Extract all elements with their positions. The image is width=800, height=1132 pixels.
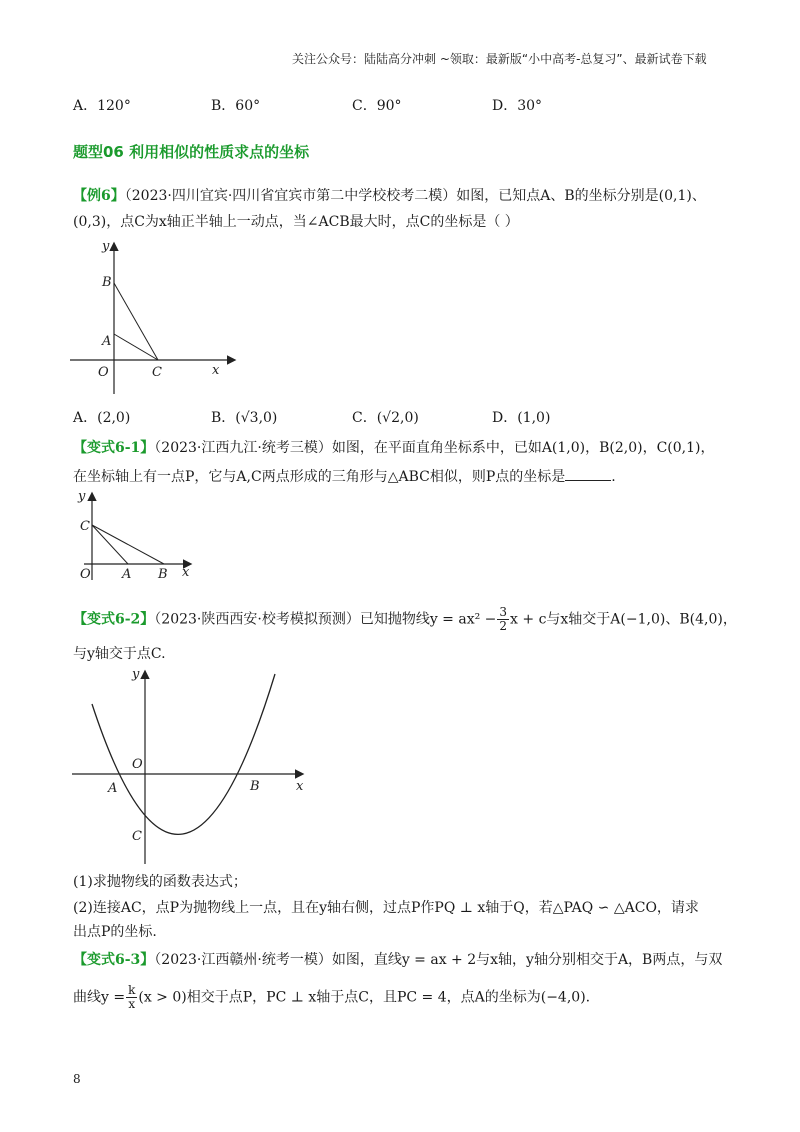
example6-label-x: x (212, 363, 220, 378)
example6-label-y: y (102, 239, 110, 254)
v61-text2: 在坐标轴上有一点P，它与A,C两点形成的三角形与△ABC相似，则P点的坐标是 (73, 469, 566, 485)
v62-fraction (497, 606, 509, 633)
example6-label-a: A (102, 334, 112, 349)
v63-frac-den: x (128, 997, 136, 1011)
example6-line2: (0,3)，点C为x轴正半轴上一动点，当∠ACB最大时，点C的坐标是（ ） (73, 214, 519, 230)
v62-label-y: y (132, 667, 140, 682)
example6-option-b: B．(√3,0) (211, 410, 278, 426)
section-title: 题型06 利用相似的性质求点的坐标 (73, 143, 310, 161)
v61-segment-ca (92, 525, 128, 564)
example6-label-c: C (152, 365, 162, 380)
prev-option-b: B．60° (211, 98, 261, 114)
example6-option-a: A．(2,0) (73, 410, 131, 426)
v61-line2 (73, 466, 616, 487)
v62-question-1: (1)求抛物线的函数表达式； (73, 874, 247, 890)
v62-frac-den: 2 (499, 619, 508, 633)
v62-label-o: O (132, 757, 143, 772)
page-number: 8 (73, 1072, 81, 1086)
v62-figure (70, 664, 320, 870)
page-header: 关注公众号：陆陆高分冲刺 ~领取：最新版“小中高考-总复习”、最新试卷下载 (292, 52, 707, 66)
v61-label-b: B (158, 567, 168, 582)
v61-segment-cb (92, 525, 164, 564)
v61-label-a: A (122, 567, 132, 582)
v62-label-c: C (132, 829, 142, 844)
v63-line1 (73, 950, 722, 970)
example6-figure (70, 236, 245, 396)
v62-question-2-line2: 出点P的坐标. (73, 924, 157, 940)
v62-label-x: x (296, 779, 304, 794)
v62-line2: 与y轴交于点C. (73, 646, 166, 662)
v62-label-b: B (250, 779, 260, 794)
v62-frac-num: 3 (499, 605, 508, 619)
v61-line1 (73, 438, 715, 458)
example6-line1 (73, 186, 706, 206)
v62-line1 (73, 606, 737, 633)
v63-tag: 【变式6-3】 (73, 952, 155, 968)
example6-segment-ac (114, 334, 158, 360)
v61-tag: 【变式6-1】 (73, 440, 155, 456)
v63-line2 (73, 984, 590, 1011)
prev-option-a: A．120° (73, 98, 131, 114)
example6-option-c: C．(√2,0) (352, 410, 419, 426)
example6-tag: 【例6】 (73, 188, 125, 204)
v61-label-y: y (78, 489, 86, 504)
v62-label-a: A (108, 781, 118, 796)
v63-text2a: 曲线y = (73, 989, 126, 1006)
example6-option-d: D．(1,0) (492, 410, 551, 426)
v62-question-2-line1: (2)连接AC，点P为抛物线上一点，且在y轴右侧，过点P作PQ ⊥ x轴于Q，若△PAQ ∽ △ACO，请求 (73, 900, 699, 916)
v63-fraction (126, 984, 137, 1011)
v61-label-c: C (80, 519, 90, 534)
v63-text1: （2023·江西赣州·统考一模）如图，直线y = ax + 2与x轴，y轴分别相交于A，B两点，与双 (154, 952, 723, 968)
prev-option-c: C．90° (352, 98, 402, 114)
example6-label-o: O (98, 365, 109, 380)
v61-label-o: O (80, 567, 91, 582)
v62-text1a: （2023·陕西西安·校考模拟预测）已知抛物线y = ax² − (154, 611, 497, 628)
v63-text2b: (x > 0)相交于点P，PC ⊥ x轴于点C，且PC = 4，点A的坐标为(−4,0). (138, 989, 591, 1006)
prev-option-d: D．30° (492, 98, 543, 114)
v62-parabola (92, 674, 275, 834)
v61-text2-end: . (611, 469, 616, 485)
v62-text1b: x + c与x轴交于A(−1,0)、B(4,0)， (510, 611, 737, 628)
v63-frac-num: k (128, 983, 136, 997)
example6-segment-bc (114, 283, 158, 360)
example6-label-b: B (102, 275, 112, 290)
v62-tag: 【变式6-2】 (73, 611, 155, 628)
v61-label-x: x (182, 565, 190, 580)
v61-text1: （2023·江西九江·统考三模）如图，在平面直角坐标系中，已如A(1,0)，B(2,0)，C(0,1)， (154, 440, 715, 456)
v61-figure (70, 488, 200, 584)
answer-blank[interactable] (565, 466, 611, 481)
example6-text1: （2023·四川宜宾·四川省宜宾市第二中学校校考二模）如图，已知点A、B的坐标分别是(0,1)、 (124, 188, 706, 204)
